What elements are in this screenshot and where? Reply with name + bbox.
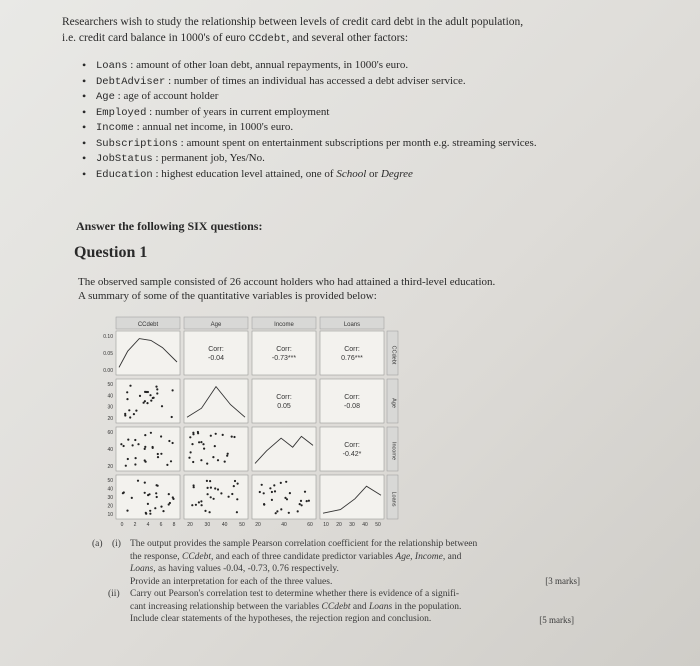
scatter-point — [233, 436, 235, 438]
scatter-point — [201, 504, 203, 506]
factor-desc: : highest education level attained, one of — [155, 167, 337, 180]
factor-desc: : amount of other loan debt, annual repayments, in 1000's euro. — [130, 59, 409, 71]
text: the response, — [130, 551, 182, 562]
scatter-point — [301, 504, 303, 506]
factor-item — [78, 151, 608, 167]
scatter-point — [157, 485, 159, 487]
column-strip-label: CCdebt — [137, 322, 159, 328]
column-strip-label: Income — [274, 322, 294, 328]
scatter-point — [269, 487, 271, 489]
scatter-point — [273, 484, 275, 486]
scatter-point — [308, 500, 310, 502]
scatter-point — [213, 498, 215, 500]
scatter-point — [261, 484, 263, 486]
scatter-point — [195, 504, 197, 506]
scatter-point — [135, 457, 137, 459]
matrix-panel — [184, 475, 248, 519]
correlation-value: -0.42* — [342, 451, 362, 458]
x-tick-label: 40 — [221, 522, 228, 528]
scatter-point — [284, 497, 286, 499]
scatter-point — [234, 480, 236, 482]
y-tick-label: 20 — [107, 416, 113, 422]
scatter-point — [145, 391, 147, 393]
scatter-point — [191, 504, 193, 506]
correlation-value: -0.08 — [344, 403, 360, 410]
scatter-point — [193, 486, 195, 488]
scatter-point — [161, 405, 163, 407]
scatter-point — [192, 433, 194, 435]
factor-desc: : age of account holder — [117, 90, 219, 102]
scatter-point — [191, 443, 193, 445]
y-tick-label: 50 — [107, 478, 113, 484]
var-name: CCdebt — [321, 601, 351, 612]
part-ii-line-3: Include clear statements of the hypotheses, the rejection region and conclusion. — [130, 614, 432, 624]
scatter-point — [237, 483, 239, 485]
x-tick-label: 6 — [159, 522, 163, 528]
scatter-point — [204, 510, 206, 512]
y-tick-label: 10 — [107, 512, 113, 518]
scatter-point — [144, 482, 146, 484]
scatter-point — [189, 436, 191, 438]
matrix-panel — [252, 475, 316, 519]
scatter-point — [271, 499, 273, 501]
text: , — [410, 551, 415, 562]
scatter-point — [217, 488, 219, 490]
factor-option: Degree — [380, 167, 413, 180]
correlation-value: 0.05 — [277, 403, 291, 410]
scatter-point — [190, 451, 192, 453]
scatter-point — [135, 410, 137, 412]
scatter-point — [143, 402, 145, 404]
scatter-point — [133, 413, 135, 415]
scatter-point — [153, 397, 155, 399]
text: , as having values -0.04, -0.73, 0.76 respectively. — [153, 564, 339, 574]
factor-code: Subscriptions — [96, 137, 178, 150]
text: in the population. — [392, 601, 462, 612]
scatter-point — [144, 448, 146, 450]
scatter-point — [123, 445, 125, 447]
sample-line-1: The observed sample consisted of 26 account holders who had attained a third-level education. — [78, 276, 496, 288]
scatter-point — [126, 510, 128, 512]
text: , and each of three candidate predictor variables — [211, 551, 396, 562]
factor-code: Age — [96, 91, 115, 103]
intro-line-2 — [62, 30, 622, 47]
y-tick-label: 0.00 — [103, 368, 113, 374]
factor-desc: : annual net income, in 1000's euro. — [136, 121, 294, 133]
scatter-point — [224, 461, 226, 463]
scatter-point — [149, 510, 151, 512]
scatter-point — [126, 391, 128, 393]
matrix-panel — [320, 379, 384, 423]
factor-or: or — [366, 167, 381, 180]
intro-response-code: CCdebt — [248, 33, 287, 45]
scatter-point — [236, 498, 238, 500]
factor-item — [78, 89, 608, 105]
scatter-point — [134, 439, 136, 441]
y-tick-label: 40 — [107, 486, 113, 493]
matrix-panel — [320, 427, 384, 471]
scatter-point — [145, 461, 147, 463]
scatter-point — [202, 443, 204, 445]
scatter-point — [207, 487, 209, 489]
scatter-point — [226, 455, 228, 457]
matrix-panel — [184, 331, 248, 375]
x-tick-label: 10 — [323, 522, 329, 528]
matrix-panel — [116, 427, 180, 471]
scatter-point — [172, 496, 174, 498]
factor-list — [78, 58, 608, 182]
scatter-point — [132, 444, 134, 446]
scatter-point — [162, 510, 164, 512]
sample-line-2: A summary of some of the quantitative variables is provided below: — [78, 290, 377, 302]
scatter-point — [155, 386, 157, 388]
scatter-point — [127, 458, 129, 460]
y-tick-label: 20 — [107, 464, 113, 470]
scatter-point — [212, 456, 214, 458]
y-tick-label: 0.10 — [103, 334, 113, 340]
text: , and — [442, 551, 462, 562]
scatter-point — [222, 434, 224, 436]
var-name: CCdebt — [181, 551, 212, 562]
scatter-point — [288, 512, 290, 514]
part-i-line-3 — [130, 563, 592, 576]
part-ii-line-1: Carry out Pearson's correlation test to determine whether there is evidence of a signifi- — [130, 589, 460, 599]
matrix-panel — [320, 475, 384, 519]
scatter-point — [200, 500, 202, 502]
factor-item — [78, 105, 608, 121]
scatter-point — [171, 416, 173, 418]
part-ii-line-2 — [130, 601, 592, 614]
scatter-point — [125, 465, 127, 467]
scatter-point — [139, 395, 141, 397]
scatter-point — [220, 492, 222, 494]
scatter-point — [210, 496, 212, 498]
scatter-point — [146, 402, 148, 404]
scatter-point — [217, 459, 219, 461]
part-i-line-4: Provide an interpretation for each of the three values. — [130, 576, 333, 587]
factor-code: Education — [96, 168, 153, 181]
scatter-point — [170, 460, 172, 462]
x-tick-label: 60 — [307, 522, 313, 528]
x-tick-label: 8 — [172, 522, 176, 528]
x-tick-label: 2 — [133, 522, 137, 528]
x-tick-label: 30 — [349, 522, 355, 528]
factor-item — [78, 167, 608, 183]
scatter-point — [155, 492, 157, 494]
x-tick-label: 50 — [375, 522, 381, 528]
column-strip-label: Loans — [343, 322, 361, 328]
factor-desc: : amount spent on entertainment subscriptions per month e.g. streaming services. — [180, 136, 537, 149]
scatter-point — [206, 463, 208, 465]
correlation-label: Corr: — [276, 346, 292, 353]
scatter-point — [297, 510, 299, 512]
intro-line-2-pre: i.e. credit card balance in 1000's of euro — [62, 32, 249, 44]
scatter-point — [231, 493, 233, 495]
matrix-panel — [116, 475, 180, 519]
scatter-point — [280, 482, 282, 484]
factor-code: JobStatus — [96, 153, 153, 165]
var-name: Loans — [130, 564, 154, 574]
part-a-ii — [92, 588, 592, 626]
scatter-point — [289, 492, 291, 494]
row-strip-label: Income — [390, 441, 397, 461]
part-i-marks: [3 marks] — [545, 576, 580, 586]
scatter-point — [285, 481, 287, 483]
correlation-label: Corr: — [208, 346, 224, 353]
scatter-point — [124, 414, 126, 416]
scatter-point — [300, 500, 302, 502]
var-name: Loans — [369, 601, 393, 612]
scatter-point — [160, 453, 162, 455]
y-tick-label: 50 — [107, 382, 113, 388]
question-title: Question 1 — [74, 244, 148, 261]
scatter-point — [231, 436, 233, 438]
part-ii-marks: [5 marks] — [539, 615, 574, 625]
factor-desc: : permanent job, Yes/No. — [155, 152, 265, 164]
scatter-point — [137, 443, 139, 445]
y-tick-label: 40 — [107, 393, 113, 400]
scatter-point — [172, 442, 174, 444]
correlation-label: Corr: — [344, 442, 360, 449]
scatter-point — [280, 508, 282, 510]
text: and — [350, 601, 370, 612]
scatter-point — [128, 409, 130, 411]
answer-heading: Answer the following SIX questions: — [76, 219, 263, 233]
part-a — [92, 538, 592, 626]
correlation-value: 0.76*** — [341, 355, 363, 362]
scatter-point — [227, 453, 229, 455]
scatter-point — [299, 503, 301, 505]
correlation-label: Corr: — [276, 394, 292, 401]
scatter-point — [214, 487, 216, 489]
scatter-point — [210, 487, 212, 489]
scatter-point — [160, 506, 162, 508]
scatter-point — [144, 434, 146, 436]
part-i-line-2 — [130, 551, 592, 564]
scatter-point — [274, 490, 276, 492]
y-tick-label: 40 — [107, 447, 113, 453]
scatter-point — [200, 459, 202, 461]
scatter-point — [198, 441, 200, 443]
y-tick-label: 0.05 — [103, 351, 113, 357]
correlation-value: -0.04 — [208, 355, 224, 362]
factor-code: Employed — [96, 106, 147, 119]
part-ii-label: (ii) — [108, 589, 120, 599]
scatter-point — [129, 416, 131, 418]
scatter-point — [168, 493, 170, 495]
scatter-point — [306, 500, 308, 502]
scatter-point — [152, 447, 154, 449]
part-a-i — [92, 538, 592, 588]
scatter-point — [192, 461, 194, 463]
x-tick-label: 40 — [362, 522, 368, 528]
scatter-point — [275, 512, 277, 514]
row-strip-label: Age — [390, 398, 397, 408]
column-strip-label: Age — [210, 322, 222, 328]
var-name: Income — [414, 551, 443, 562]
scatter-point — [131, 497, 133, 499]
intro-line-2-post: , and several other factors: — [286, 32, 409, 44]
scatter-point — [259, 491, 261, 493]
factor-item — [78, 136, 608, 152]
scatter-point — [188, 457, 190, 459]
scatter-point — [127, 439, 129, 441]
scatter-point — [156, 496, 158, 498]
matrix-panel — [116, 331, 180, 375]
factor-item — [78, 74, 608, 90]
scatter-point — [150, 432, 152, 434]
x-tick-label: 20 — [336, 522, 342, 528]
factor-desc: : number of times an individual has accessed a debt adviser service. — [168, 74, 466, 87]
y-tick-label: 20 — [107, 503, 113, 510]
scatter-point — [209, 511, 211, 513]
part-i-label: (i) — [112, 539, 121, 549]
matrix-panel — [320, 331, 384, 375]
factor-item — [78, 120, 608, 136]
scatter-point — [168, 503, 170, 505]
scatter-point — [228, 496, 230, 498]
scatter-point — [157, 453, 159, 455]
correlation-value: -0.73*** — [271, 355, 297, 362]
scatter-point — [263, 503, 265, 505]
x-tick-label: 50 — [239, 522, 245, 528]
scatter-point — [156, 392, 158, 394]
scatter-point — [209, 480, 211, 482]
part-a-label: (a) — [92, 539, 103, 549]
scatter-point — [134, 463, 136, 465]
var-name: Age — [395, 551, 411, 562]
scatter-point — [304, 491, 306, 493]
scatter-point — [160, 435, 162, 437]
pairs-plot — [84, 313, 397, 528]
scatter-point — [197, 431, 199, 433]
sample-paragraph — [78, 275, 598, 303]
matrix-panel — [252, 331, 316, 375]
scatter-point — [203, 448, 205, 450]
scatter-point — [166, 464, 168, 466]
scatter-point — [122, 492, 124, 494]
factor-code: DebtAdviser — [96, 75, 166, 88]
x-tick-label: 40 — [281, 522, 287, 528]
factor-item — [78, 58, 608, 74]
scatter-point — [120, 443, 122, 445]
scatter-point — [198, 501, 200, 503]
scatter-point — [276, 510, 278, 512]
matrix-panel — [252, 379, 316, 423]
matrix-panel — [252, 427, 316, 471]
scatter-point — [236, 511, 238, 513]
scatter-point — [172, 389, 174, 391]
factor-code: Loans — [96, 60, 128, 72]
scatter-point — [233, 485, 235, 487]
scatter-point — [149, 394, 151, 396]
factor-code: Income — [96, 122, 134, 134]
scatter-point — [206, 480, 208, 482]
x-tick-label: 20 — [255, 522, 261, 528]
x-tick-label: 4 — [146, 522, 150, 528]
intro-paragraph — [62, 14, 622, 47]
scatter-point — [149, 513, 151, 515]
scatter-point — [200, 441, 202, 443]
y-tick-label: 30 — [107, 404, 113, 411]
y-tick-label: 30 — [107, 495, 113, 501]
scatter-point — [126, 398, 128, 400]
factor-option: School — [336, 167, 367, 180]
scatter-point — [210, 435, 212, 437]
x-tick-label: 20 — [187, 522, 193, 528]
x-tick-label: 30 — [204, 522, 211, 528]
scatter-point — [154, 507, 156, 509]
scatter-point — [137, 480, 139, 482]
y-tick-label: 60 — [107, 430, 113, 436]
scatter-point — [168, 440, 170, 442]
x-tick-label: 0 — [120, 522, 124, 528]
intro-line-1: Researchers wish to study the relationship between levels of credit card debt in the adult population, — [62, 16, 524, 28]
row-strip-label: Loans — [390, 491, 397, 507]
scatter-point — [145, 513, 147, 515]
scatter-point — [215, 433, 217, 435]
factor-desc: : number of years in current employment — [149, 105, 330, 118]
matrix-panel — [184, 379, 248, 423]
row-strip-label: CCdebt — [390, 345, 397, 365]
scatter-point — [271, 491, 273, 493]
correlation-label: Corr: — [344, 394, 360, 401]
scatter-point — [263, 492, 265, 494]
scatter-point — [214, 445, 216, 447]
correlation-label: Corr: — [344, 346, 360, 353]
scatter-point — [156, 388, 158, 390]
scatter-point — [157, 456, 159, 458]
scatter-point — [144, 446, 146, 448]
scatter-point — [144, 492, 146, 494]
scatter-point — [150, 400, 152, 402]
scatter-point — [147, 494, 149, 496]
text: cant increasing relationship between the variables — [130, 601, 322, 612]
scatter-point — [129, 385, 131, 387]
part-i-line-1: The output provides the sample Pearson correlation coefficient for the relationship between — [130, 539, 478, 549]
scatter-point — [147, 503, 149, 505]
scatter-point — [207, 493, 209, 495]
